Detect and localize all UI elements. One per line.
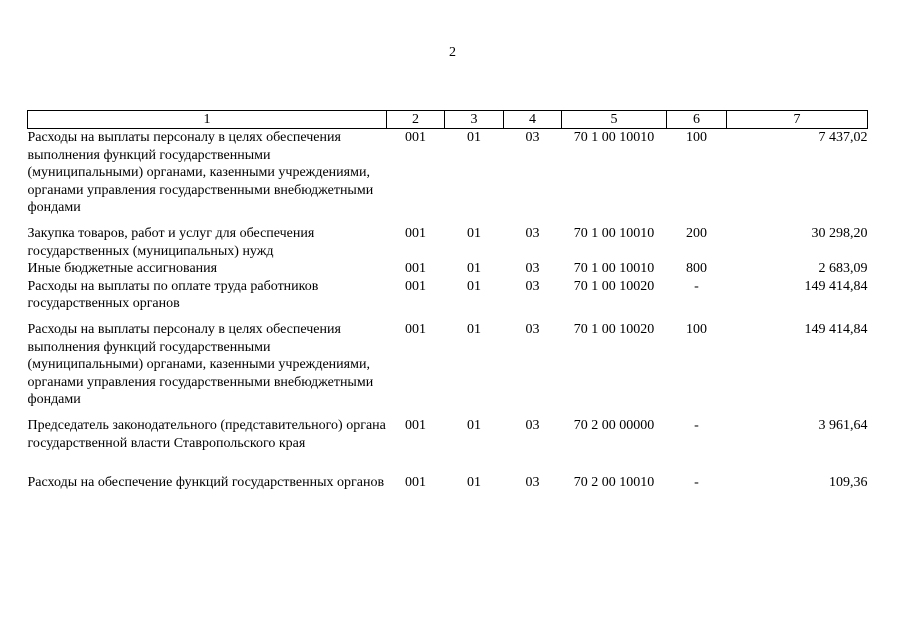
- expense-name: Расходы на выплаты персоналу в целях обеспечения выполнения функций государственными (муниципальными) органами, казенными учреждениями, органами управления государственными внебюджетными фондами: [27, 130, 374, 216]
- target-article-code: 70 1 00 10010: [573, 130, 655, 145]
- column-number-7: 7: [727, 111, 868, 129]
- expense-name: Расходы на выплаты по оплате труда работников государственных органов: [27, 278, 319, 312]
- table-row: [28, 225, 868, 260]
- column-number-6: 6: [667, 111, 727, 129]
- table-row: [28, 129, 868, 225]
- section-code: 01: [467, 278, 481, 294]
- target-article-code: 70 2 00 00000: [573, 417, 655, 433]
- target-article-code: 70 1 00 10020: [573, 278, 655, 294]
- amount: 7 437,02: [818, 130, 868, 145]
- table-row: [28, 321, 868, 417]
- column-number-4: 4: [504, 111, 562, 129]
- column-number-2: 2: [387, 111, 445, 129]
- expense-name: Закупка товаров, работ и услуг для обеспечения государственных (муниципальных) нужд: [27, 225, 315, 259]
- ministry-code: 001: [405, 261, 426, 277]
- table-row: [28, 260, 868, 278]
- amount: 109,36: [829, 475, 868, 491]
- expense-name: Иные бюджетные ассигнования: [27, 261, 218, 277]
- table-row: [28, 474, 868, 492]
- amount: 2 683,09: [818, 261, 868, 277]
- expense-type-code: -: [694, 475, 699, 491]
- subsection-code: 03: [525, 475, 540, 491]
- ministry-code: 001: [405, 475, 426, 491]
- section-code: 01: [467, 321, 481, 337]
- expense-type-code: 100: [686, 321, 707, 337]
- expense-name: Расходы на выплаты персоналу в целях обеспечения выполнения функций государственными (муниципальными) органами, казенными учреждениями, органами управления государственными внебюджетными фондами: [27, 321, 374, 408]
- amount: 149 414,84: [804, 321, 868, 337]
- subsection-code: 03: [525, 225, 540, 241]
- amount: 3 961,64: [818, 417, 868, 433]
- subsection-code: 03: [525, 278, 540, 294]
- table-row: [28, 278, 868, 321]
- expense-name: Председатель законодательного (представительного) органа государственной власти Ставропольского края: [27, 417, 386, 451]
- expense-type-code: -: [694, 278, 699, 294]
- column-number-3: 3: [445, 111, 504, 129]
- subsection-code: 03: [525, 130, 540, 145]
- expense-type-code: 800: [686, 261, 707, 277]
- section-code: 01: [467, 261, 481, 277]
- ministry-code: 001: [405, 130, 426, 145]
- ministry-code: 001: [405, 225, 426, 241]
- expense-type-code: 100: [686, 130, 707, 145]
- amount: 149 414,84: [804, 278, 868, 294]
- target-article-code: 70 1 00 10020: [573, 321, 655, 337]
- amount: 30 298,20: [811, 225, 868, 241]
- section-code: 01: [467, 417, 481, 433]
- subsection-code: 03: [525, 321, 540, 337]
- ministry-code: 001: [405, 321, 426, 337]
- subsection-code: 03: [525, 417, 540, 433]
- expense-type-code: -: [694, 417, 699, 433]
- table-row: [28, 417, 868, 474]
- column-number-row: [28, 111, 868, 129]
- target-article-code: 70 1 00 10010: [573, 225, 655, 241]
- target-article-code: 70 2 00 10010: [573, 475, 655, 491]
- budget-table: [27, 110, 868, 492]
- ministry-code: 001: [405, 278, 426, 294]
- expense-name: Расходы на обеспечение функций государственных органов: [27, 475, 385, 491]
- section-code: 01: [467, 475, 481, 491]
- target-article-code: 70 1 00 10010: [573, 261, 655, 277]
- column-number-5: 5: [562, 111, 667, 129]
- section-code: 01: [467, 130, 481, 145]
- ministry-code: 001: [405, 417, 426, 433]
- section-code: 01: [467, 225, 481, 241]
- column-number-1: 1: [28, 111, 387, 129]
- expense-type-code: 200: [686, 225, 707, 241]
- page-number: 2: [449, 45, 456, 60]
- subsection-code: 03: [525, 261, 540, 277]
